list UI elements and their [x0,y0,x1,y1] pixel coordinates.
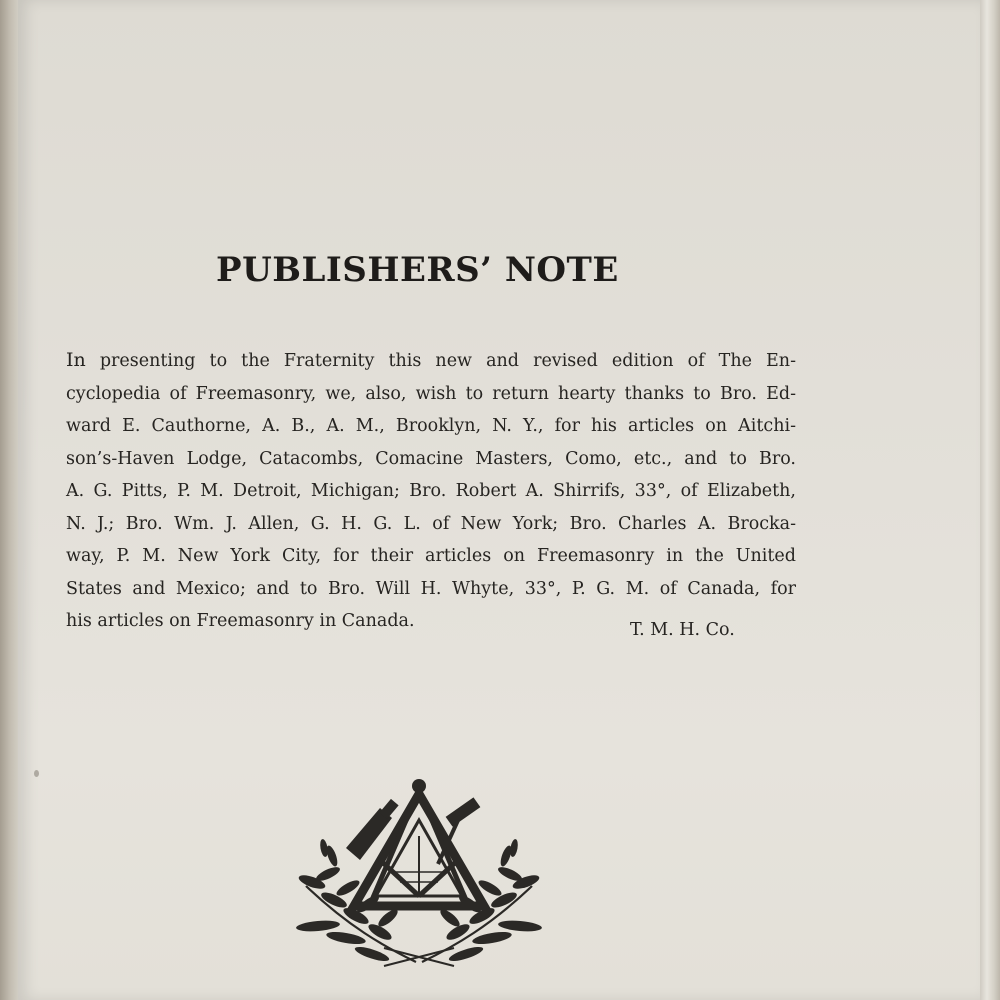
body-line-5: A. G. Pitts, P. M. Detroit, Michigan; Bro. Robert A. Shirrifs, 33°, of Elizabeth, [66,481,796,501]
page-edge [980,0,1000,1000]
body-line-1: In presenting to the Fraternity this new and revised edition of The En- [66,349,796,371]
signature: T. M. H. Co. [630,620,735,640]
page-title: PUBLISHERS’ NOTE [216,250,619,290]
lead-word: In [66,349,86,371]
masonic-emblem-icon [288,776,550,972]
body-line-4: son’s-Haven Lodge, Catacombs, Comacine Masters, Como, etc., and to Bro. [66,448,796,469]
body-line-6: N. J.; Bro. Wm. J. Allen, G. H. G. L. of New York; Bro. Charles A. Brocka- [66,513,796,534]
paper-speck [34,770,39,777]
body-line-3: ward E. Cauthorne, A. B., A. M., Brooklyn, N. Y., for his articles on Aitchi- [66,416,796,436]
body-line-7: way, P. M. New York City, for their articles on Freemasonry in the United [66,546,796,566]
body-line-2: cyclopedia of Freemasonry, we, also, wish to return hearty thanks to Bro. Ed- [66,383,796,404]
body-line-9: his articles on Freemasonry in Canada. [66,611,415,631]
publishers-note-body [66,344,796,638]
body-line-8: States and Mexico; and to Bro. Will H. Whyte, 33°, P. G. M. of Canada, for [66,578,796,599]
